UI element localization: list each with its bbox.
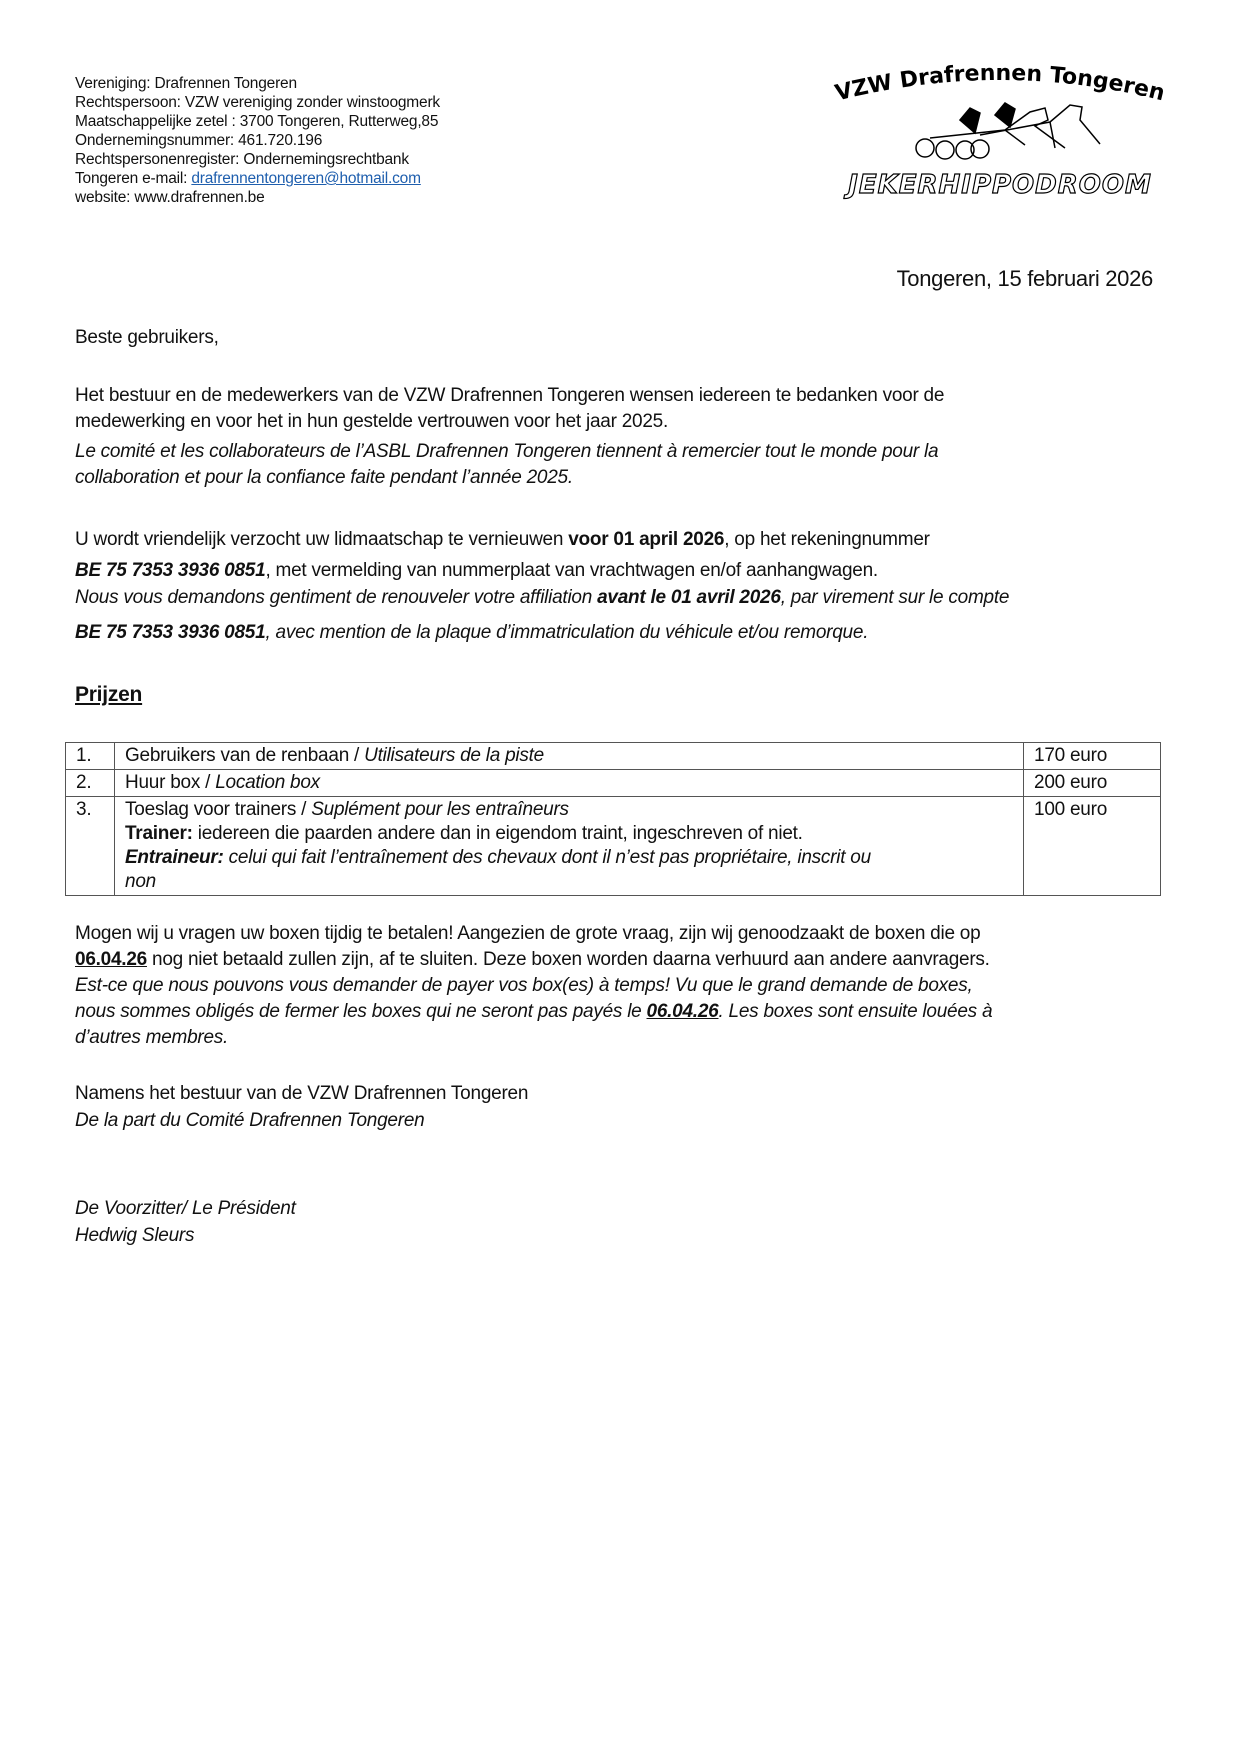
boxes-fr-3: d’autres membres. [75, 1027, 229, 1048]
thanks-fr-2: collaboration et pour la confiance faite pendant l’année 2025. [75, 467, 573, 488]
email-line [75, 169, 421, 188]
website: website: www.drafrennen.be [75, 189, 265, 206]
table-row [66, 770, 1161, 797]
prices-table [65, 742, 1161, 896]
email-label: Tongeren e-mail: [75, 170, 192, 187]
boxes-nl-1: Mogen wij u vragen uw boxen tijdig te betalen! Aangezien de grote vraag, zijn wij genoodzaakt de boxen die op [75, 923, 981, 944]
thanks-nl-1: Het bestuur en de medewerkers van de VZW Drafrennen Tongeren wensen iedereen te bedanken voor de [75, 385, 945, 406]
registered-office: Maatschappelijke zetel : 3700 Tongeren, Rutterweg,85 [75, 113, 439, 130]
text: nog niet betaald zullen zijn, af te sluiten. Deze boxen worden daarna verhuurd aan andere aanvragers. [146, 949, 990, 970]
row-price: 170 euro [1024, 743, 1161, 770]
org-name: Vereniging: Drafrennen Tongeren [75, 75, 297, 92]
email-link[interactable]: drafrennentongeren@hotmail.com [191, 170, 421, 187]
closing-fr: De la part du Comité Drafrennen Tongeren [75, 1110, 425, 1131]
entraineur-definition: celui qui fait l’entraînement des chevaux dont il n’est pas propriétaire, inscrit ou [223, 847, 871, 868]
text: U wordt vriendelijk verzocht uw lidmaatschap te vernieuwen [75, 529, 569, 550]
renewal-nl-1 [75, 528, 930, 552]
deadline-fr: avant le 01 avril 2026 [597, 587, 781, 608]
desc-nl: Gebruikers van de renbaan / [125, 745, 365, 766]
text: , met vermelding van nummerplaat van vrachtwagen en/of aanhangwagen. [265, 560, 878, 581]
box-deadline: 06.04.26 [646, 1001, 719, 1022]
row-description [115, 797, 1024, 896]
text: nous sommes obligés de fermer les boxes qui ne seront pas payés le [75, 1001, 647, 1022]
text: , avec mention de la plaque d’immatriculation du véhicule et/ou remorque. [265, 622, 869, 643]
renewal-fr-2 [75, 621, 868, 645]
legal-form: Rechtspersoon: VZW vereniging zonder winstoogmerk [75, 94, 440, 111]
entraineur-label: Entraineur: [125, 847, 224, 868]
text: Nous vous demandons gentiment de renouveler votre affiliation [75, 587, 598, 608]
svg-text:JEKERHIPPODROOM: JEKERHIPPODROOM [848, 170, 1152, 200]
greeting: Beste gebruikers, [75, 327, 219, 348]
account-number: BE 75 7353 3936 0851 [75, 622, 266, 643]
text: , op het rekeningnummer [724, 529, 930, 550]
account-number: BE 75 7353 3936 0851 [75, 560, 266, 581]
table-row [66, 743, 1161, 770]
text: , par virement sur le compte [780, 587, 1010, 608]
trainer-definition: iedereen die paarden andere dan in eigendom traint, ingeschreven of niet. [192, 823, 803, 844]
boxes-nl-2 [75, 948, 990, 972]
row-description [115, 743, 1024, 770]
desc-nl: Huur box / [125, 772, 216, 793]
company-number: Ondernemingsnummer: 461.720.196 [75, 132, 323, 149]
horse-sulky-icon [916, 103, 1100, 159]
table-row [66, 797, 1161, 896]
row-price: 100 euro [1024, 797, 1161, 896]
prices-heading: Prijzen [75, 683, 143, 706]
row-number: 2. [66, 770, 115, 797]
desc-nl: Toeslag voor trainers / [125, 799, 312, 820]
box-deadline: 06.04.26 [75, 949, 147, 970]
boxes-fr-2 [75, 1000, 992, 1024]
renewal-fr-1 [75, 586, 1009, 610]
row-number: 3. [66, 797, 115, 896]
desc-fr: Suplément pour les entraîneurs [311, 799, 569, 820]
jekerhippodroom-logo [830, 60, 1170, 200]
boxes-fr-1: Est-ce que nous pouvons vous demander de payer vos box(es) à temps! Vu que le grand demande de boxes, [75, 975, 973, 996]
desc-fr: Location box [215, 772, 320, 793]
thanks-nl-2: medewerking en voor het in hun gestelde vertrouwen voor het jaar 2025. [75, 411, 668, 432]
thanks-fr-1: Le comité et les collaborateurs de l’ASBL Drafrennen Tongeren tiennent à remercier tout le monde pour la [75, 441, 939, 462]
signatory-role: De Voorzitter/ Le Président [75, 1198, 296, 1219]
row-price: 200 euro [1024, 770, 1161, 797]
deadline-nl: voor 01 april 2026 [568, 529, 725, 550]
trainer-label: Trainer: [125, 823, 193, 844]
entraineur-definition-cont: non [125, 871, 156, 892]
register: Rechtspersonenregister: Ondernemingsrechtbank [75, 151, 409, 168]
renewal-nl-2 [75, 559, 878, 583]
text: . Les boxes sont ensuite louées à [718, 1001, 993, 1022]
signatory-name: Hedwig Sleurs [75, 1225, 195, 1246]
closing-nl: Namens het bestuur van de VZW Drafrennen Tongeren [75, 1083, 529, 1104]
row-description [115, 770, 1024, 797]
letter-date: Tongeren, 15 februari 2026 [896, 266, 1153, 291]
svg-text:VZW Drafrennen Tongeren: VZW Drafrennen Tongeren [832, 60, 1168, 107]
row-number: 1. [66, 743, 115, 770]
desc-fr: Utilisateurs de la piste [364, 745, 544, 766]
